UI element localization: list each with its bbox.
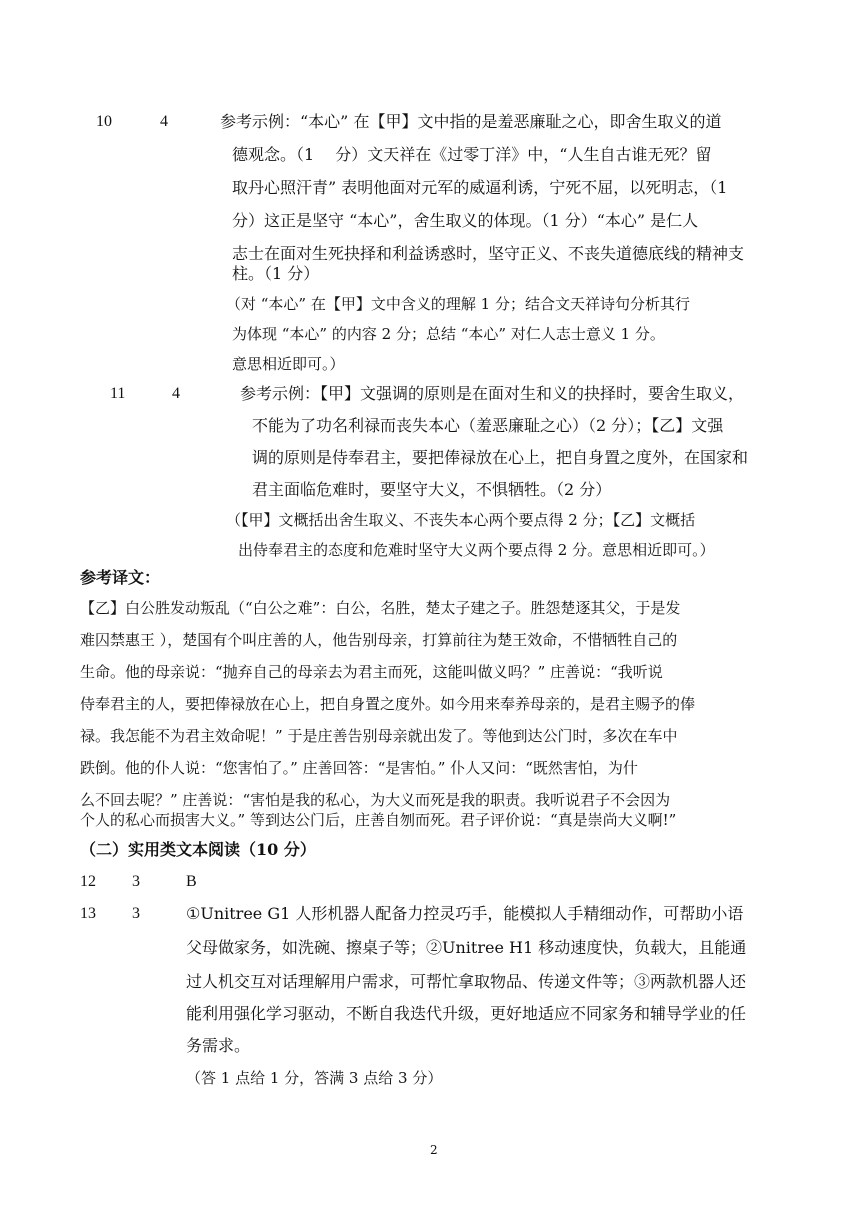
- page-number: 2: [430, 1143, 438, 1157]
- q10-criteria-line-2: 为体现 “本心” 的内容 2 分；总结 “本心” 对仁人志士意义 1 分。: [232, 325, 665, 343]
- translation-line-1: 【乙】白公胜发动叛乱（“白公之难”：白公，名胜，楚太子建之子。胜怨楚逐其父，于是发: [80, 599, 681, 617]
- q13-answer-line-3: 过人机交互对话理解用户需求，可帮忙拿取物品、传递文件等；③两款机器人还: [186, 972, 747, 991]
- q13-answer-line-4: 能利用强化学习驱动，不断自我迭代升级，更好地适应不同家务和辅导学业的任: [186, 1004, 747, 1023]
- q13-criteria: （答 1 点给 1 分，答满 3 点给 3 分）: [186, 1069, 443, 1087]
- q10-answer-line-2: 德观念。（1 分）文天祥在《过零丁洋》中，“人生自古谁无死？留: [232, 145, 712, 164]
- translation-line-4: 侍奉君主的人，要把俸禄放在心上，把自身置之度外。如今用来奉养母亲的，是君主赐予的俸: [80, 695, 696, 713]
- translation-line-7: 么不回去呢？” 庄善说：“害怕是我的私心，为大义而死是我的职责。我听说君子不会因为: [80, 791, 671, 809]
- q10-answer-line-4: 分）这正是坚守 “本心”，舍生取义的体现。（1 分）“本心” 是仁人: [232, 211, 699, 230]
- q11-answer-line-1: 参考示例：【甲】文强调的原则是在面对生和义的抉择时，要舍生取义，: [240, 384, 745, 403]
- q11-criteria-line-1: （【甲】文概括出舍生取义、不丧失本心两个要点得 2 分；【乙】文概括: [226, 511, 696, 529]
- q10-number: 10: [96, 113, 112, 130]
- q10-answer-line-5: 志士在面对生死抉择和利益诱惑时，坚守正义、不丧失道德底线的精神支: [232, 244, 745, 263]
- q10-criteria-line-3: 意思相近即可。）: [232, 355, 345, 373]
- q10-score: 4: [160, 113, 168, 130]
- translation-line-8: 个人的私心而损害大义。” 等到达公门后，庄善自刎而死。君子评价说：“真是崇尚大义啊!”: [80, 811, 677, 829]
- q11-answer-line-4: 君主面临危难时，要坚守大义，不惧牺牲。（2 分）: [252, 480, 612, 499]
- q13-answer-line-1: ①Unitree G1 人形机器人配备力控灵巧手，能模拟人手精细动作，可帮助小语: [186, 904, 744, 923]
- translation-heading: 参考译文：: [80, 568, 161, 587]
- q11-criteria-line-2: 出侍奉君主的态度和危难时坚守大义两个要点得 2 分。意思相近即可。）: [238, 541, 715, 559]
- q11-score: 4: [172, 385, 180, 402]
- q13-score: 3: [132, 905, 140, 922]
- q10-answer-line-3: 取丹心照汗青” 表明他面对元军的威逼利诱，宁死不屈，以死明志，（1: [232, 178, 728, 197]
- q13-answer-line-2: 父母做家务，如洗碗、擦桌子等；②Unitree H1 移动速度快，负载大，且能通: [186, 938, 747, 957]
- q13-number: 13: [80, 905, 96, 922]
- q11-number: 11: [110, 385, 126, 402]
- section2-heading: （二）实用类文本阅读（10 分）: [80, 840, 316, 859]
- translation-line-6: 跌倒。他的仆人说：“您害怕了。” 庄善回答：“是害怕。” 仆人又问：“既然害怕，为什: [80, 759, 638, 777]
- q12-answer: B: [186, 873, 197, 890]
- q12-number: 12: [80, 873, 96, 890]
- translation-line-2: 难囚禁惠王 ），楚国有个叫庄善的人，他告别母亲，打算前往为楚王效命，不惜牺牲自己的: [80, 631, 678, 649]
- q11-answer-line-2: 不能为了功名利禄而丧失本心（羞恶廉耻之心）（2 分）；【乙】文强: [252, 416, 724, 435]
- q12-score: 3: [132, 873, 140, 890]
- q10-answer-line-6: 柱。（1 分）: [232, 264, 320, 283]
- q13-answer-line-5: 务需求。: [186, 1036, 251, 1055]
- q10-criteria-line-1: （对 “本心” 在【甲】文中含义的理解 1 分；结合文天祥诗句分析其行: [226, 295, 690, 313]
- q10-answer-line-1: 参考示例：“本心” 在【甲】文中指的是羞恶廉耻之心，即舍生取义的道: [220, 112, 722, 131]
- translation-line-5: 禄。我怎能不为君主效命呢！” 于是庄善告别母亲就出发了。等他到达公门时，多次在车中: [80, 727, 678, 745]
- q11-answer-line-3: 调的原则是侍奉君主，要把俸禄放在心上，把自身置之度外，在国家和: [252, 448, 749, 467]
- translation-line-3: 生命。他的母亲说：“抛弃自己的母亲去为君主而死，这能叫做义吗？” 庄善说：“我听说: [80, 663, 663, 681]
